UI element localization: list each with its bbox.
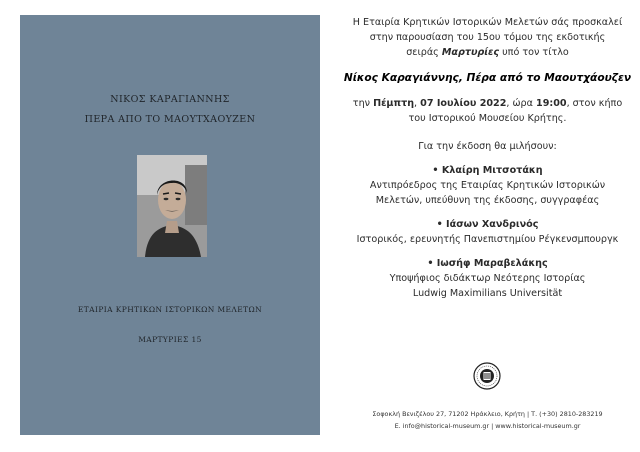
speaker-role: Υποψήφιος διδάκτωρ Νεότερης Ιστορίας	[389, 273, 586, 284]
location-pre: , στον κήπο	[566, 98, 623, 109]
event-date: 07 Ιουλίου 2022	[420, 98, 507, 109]
date-pre: την	[352, 98, 374, 109]
event-date-line	[340, 96, 635, 111]
date-sep: ,	[414, 98, 421, 109]
event-time: 19:00	[536, 98, 567, 109]
intro-paragraph	[340, 15, 635, 60]
intro-line-3	[340, 45, 635, 60]
speaker-role: Ιστορικός, ερευνητής Πανεπιστημίου Ρέγκενσμπουργκ	[356, 234, 619, 245]
intro-line-2: στην παρουσίαση του 15ου τόμου της εκδοτικής	[369, 32, 606, 43]
speaker-name: • Ιωσήφ Μαραβελάκης	[427, 258, 548, 269]
intro-line-1: Η Εταιρία Κρητικών Ιστορικών Μελετών σάς προσκαλεί	[352, 17, 623, 28]
museum-seal-icon	[473, 362, 501, 390]
portrait-silhouette-icon	[137, 155, 207, 257]
footer-contact-line: E. info@historical-museum.gr | www.historical-museum.gr	[394, 422, 581, 430]
speaker-item	[340, 217, 635, 247]
speaker-name: • Ιάσων Χανδρινός	[436, 219, 539, 230]
intro-series-name: Μαρτυρίες	[441, 47, 500, 58]
cover-author: ΝΙΚΟΣ ΚΑΡΑΓΙΑΝΝΗΣ	[110, 94, 230, 105]
cover-portrait-photo	[137, 155, 207, 257]
invitation-text	[340, 15, 635, 301]
footer-address: Σοφοκλή Βενιζέλου 27, 71202 Ηράκλειο, Κρήτη | Τ. (+30) 2810-283219	[372, 410, 603, 418]
event-location-line: του Ιστορικού Μουσείου Κρήτης.	[408, 113, 567, 124]
speaker-role: Ludwig Maximilians Universität	[412, 288, 563, 299]
time-pre: , ώρα	[506, 98, 537, 109]
book-cover	[20, 15, 320, 435]
cover-publisher: ΕΤΑΙΡΙΑ ΚΡΗΤΙΚΩΝ ΙΣΤΟΡΙΚΩΝ ΜΕΛΕΤΩΝ	[77, 305, 263, 314]
cover-title: ΠΕΡΑ ΑΠΟ ΤΟ ΜΑΟΥΤΧΑΟΥΖΕΝ	[84, 114, 256, 125]
speaker-role: Αντιπρόεδρος της Εταιρίας Κρητικών Ιστορικών	[369, 180, 606, 191]
footer-contact	[340, 408, 635, 432]
event-day: Πέμπτη	[373, 98, 415, 109]
intro-series-post: υπό τον τίτλο	[499, 47, 569, 58]
speaker-name: • Κλαίρη Μιτσοτάκη	[432, 165, 543, 176]
speakers-heading: Για την έκδοση θα μιλήσουν:	[418, 141, 557, 152]
intro-series-pre: σειράς	[406, 47, 442, 58]
event-title: Νίκος Καραγιάννης, Πέρα από το Μαουτχάουζεν	[343, 72, 632, 84]
cover-series: ΜΑΡΤΥΡΙΕΣ 15	[138, 335, 202, 344]
speaker-item	[340, 256, 635, 301]
speaker-item	[340, 163, 635, 208]
event-date-location	[340, 96, 635, 126]
speaker-role: Μελετών, υπεύθυνη της έκδοσης, συγγραφέας	[375, 195, 600, 206]
